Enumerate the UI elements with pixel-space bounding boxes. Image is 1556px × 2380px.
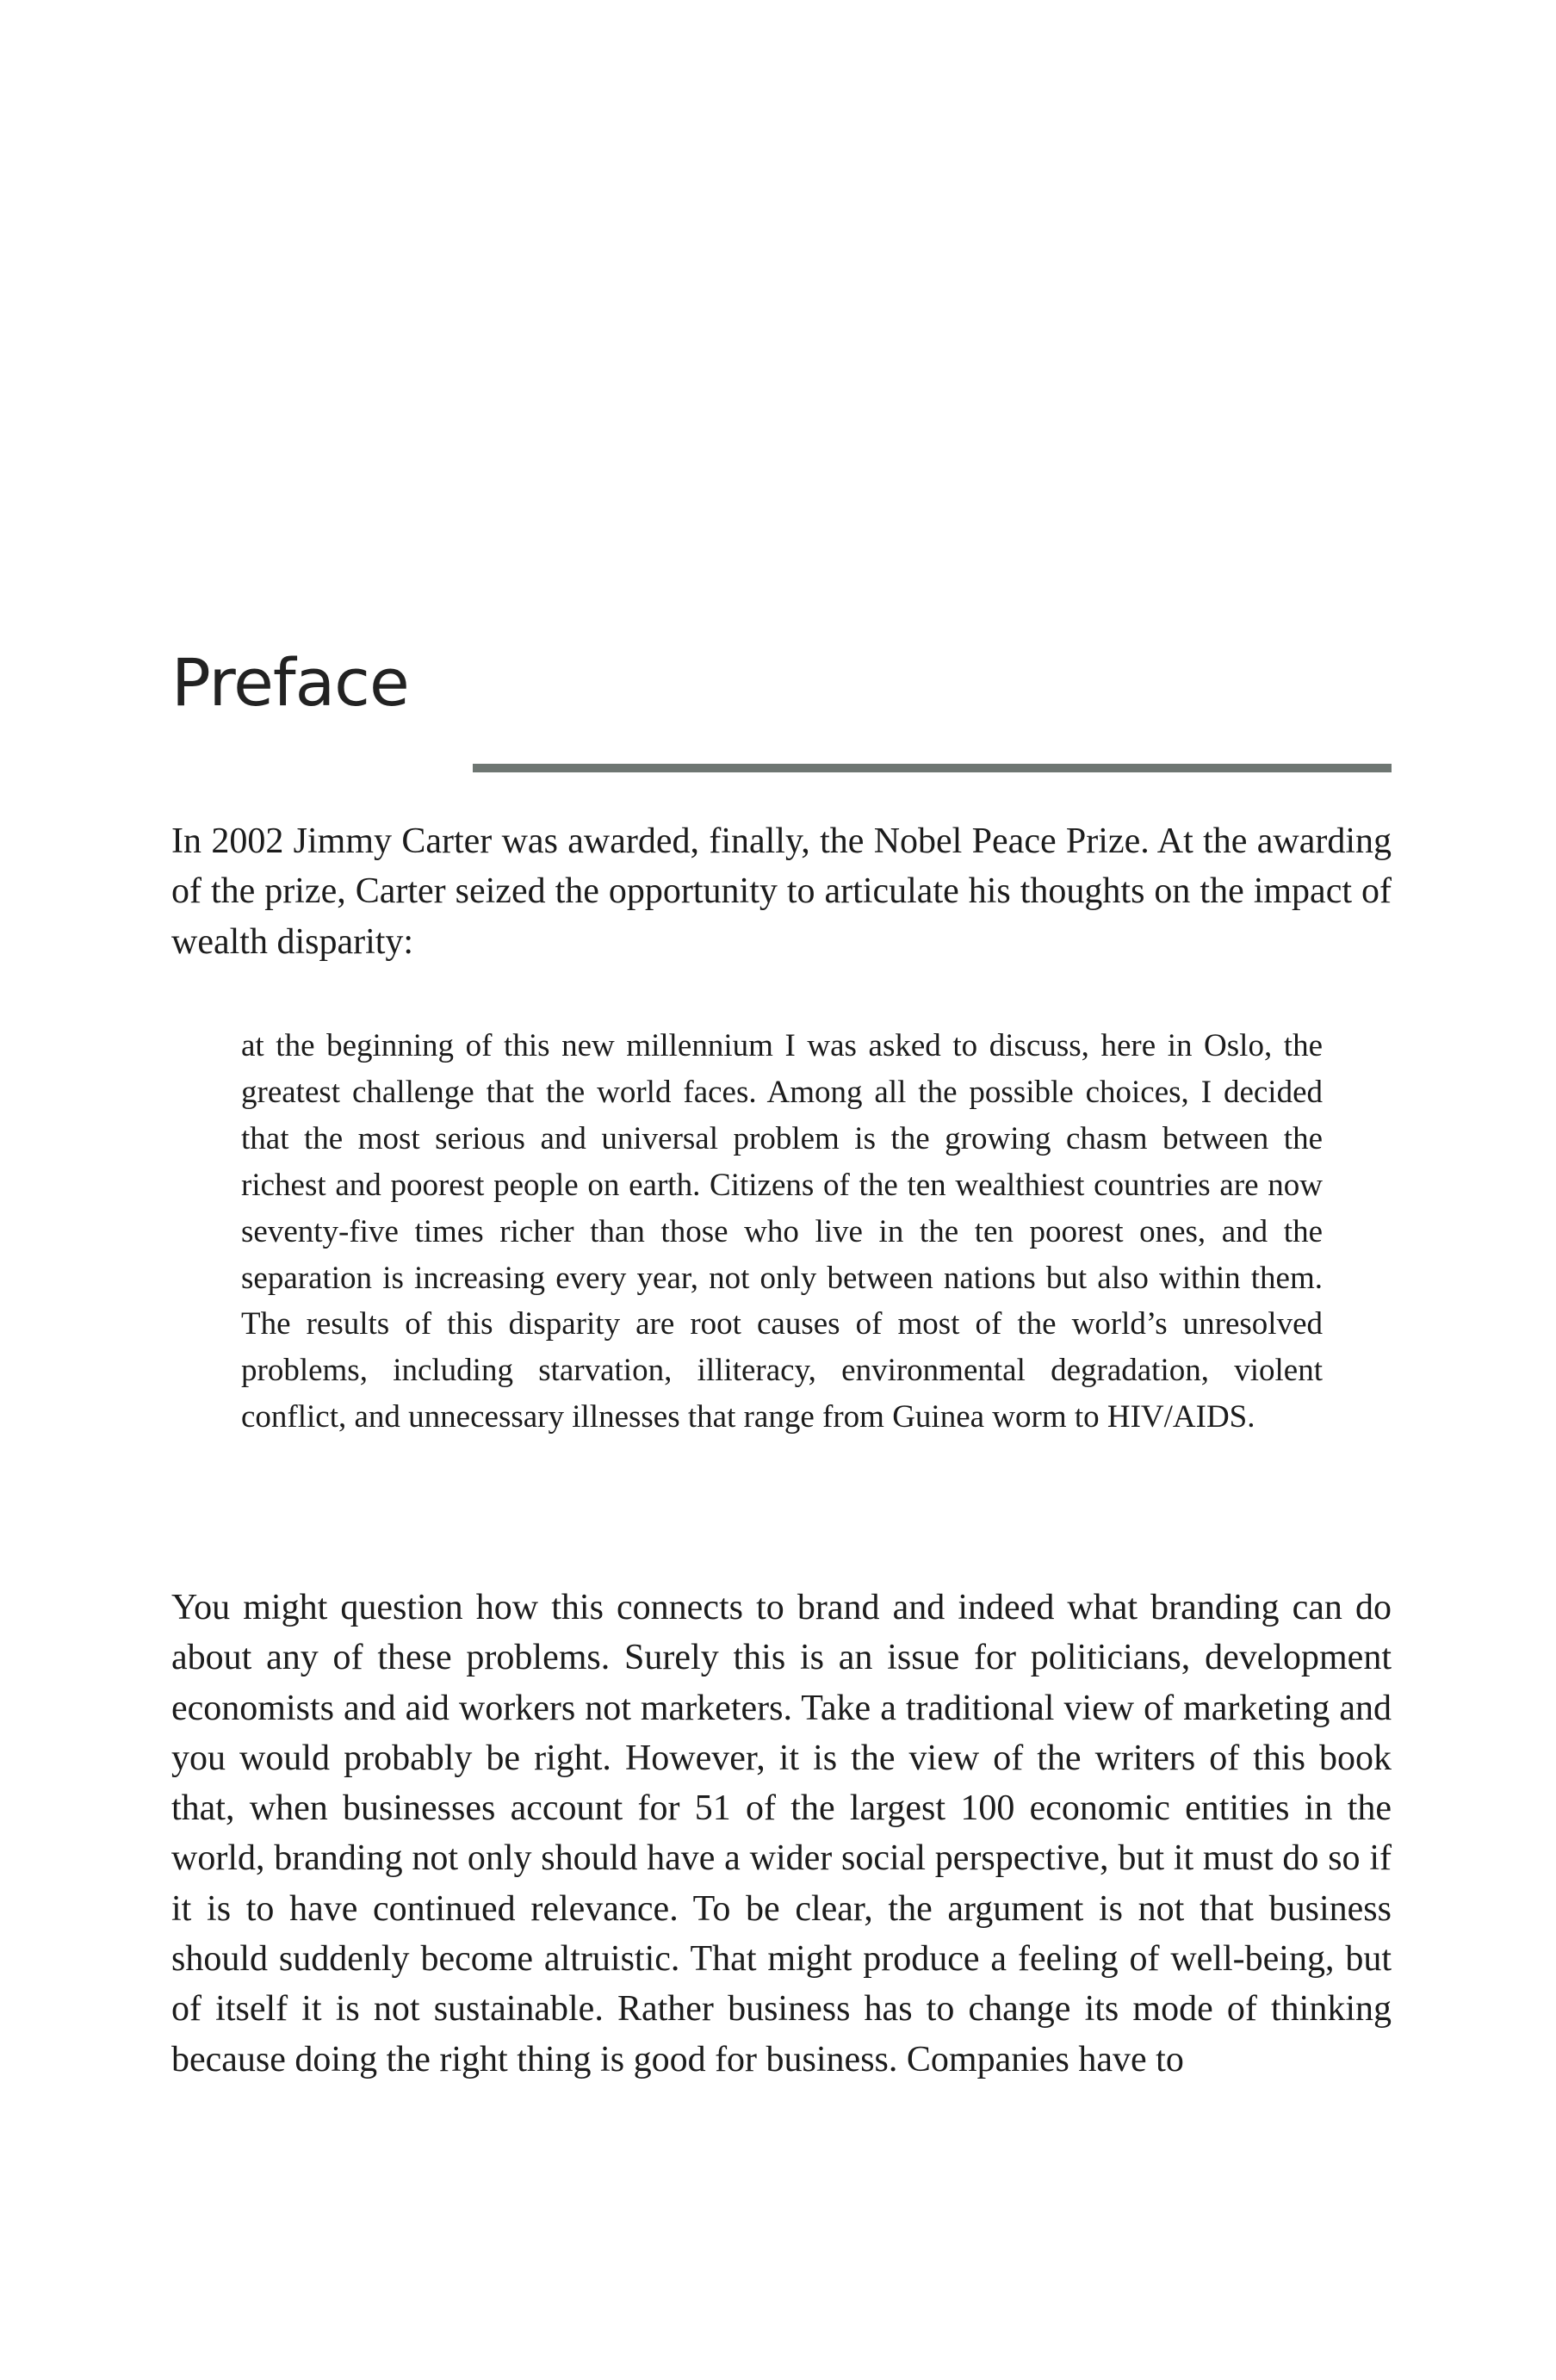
chapter-title: Preface — [171, 644, 409, 721]
carter-quotation: at the beginning of this new millennium I was asked to discuss, here in Oslo, the greatest challenge that the world faces. Among all the possible choices, I decided that the most serious and universal problem is the growing chasm between the richest and poorest people on earth. Citizens of the ten wealthiest countries are now seventy-five times richer than those who live in the ten poorest ones, and the separation is increasing every year, not only between nations but also within them. The results of this disparity are root causes of most of the world’s unresolved problems, including starvation, illiteracy, environmental degradation, violent conflict, and unnecessary illnesses that range from Guinea worm to HIV/AIDS. — [241, 1028, 1323, 1435]
intro-paragraph: In 2002 Jimmy Carter was awarded, finally, the Nobel Peace Prize. At the awarding of the prize, Carter seized the opportunity to articulate his thoughts on the impact of wealth disparity: — [171, 821, 1392, 962]
title-underline-rule — [473, 764, 1392, 772]
main-paragraph: You might question how this connects to brand and indeed what branding can do about any of these problems. Surely this is an issue for politicians, development economists and aid workers not marketers. Take a traditional view of marketing and you would probably be right. However, it is the view of the writers of this book that, when businesses account for 51 of the largest 100 economic entities in the world, branding not only should have a wider social perspective, but it must do so if it is to have continued relevance. To be clear, the argument is not that business should suddenly become altruistic. That might produce a feeling of well-being, but of itself it is not sustainable. Rather business has to change its mode of thinking because doing the right thing is good for business. Companies have to — [171, 1588, 1392, 2079]
